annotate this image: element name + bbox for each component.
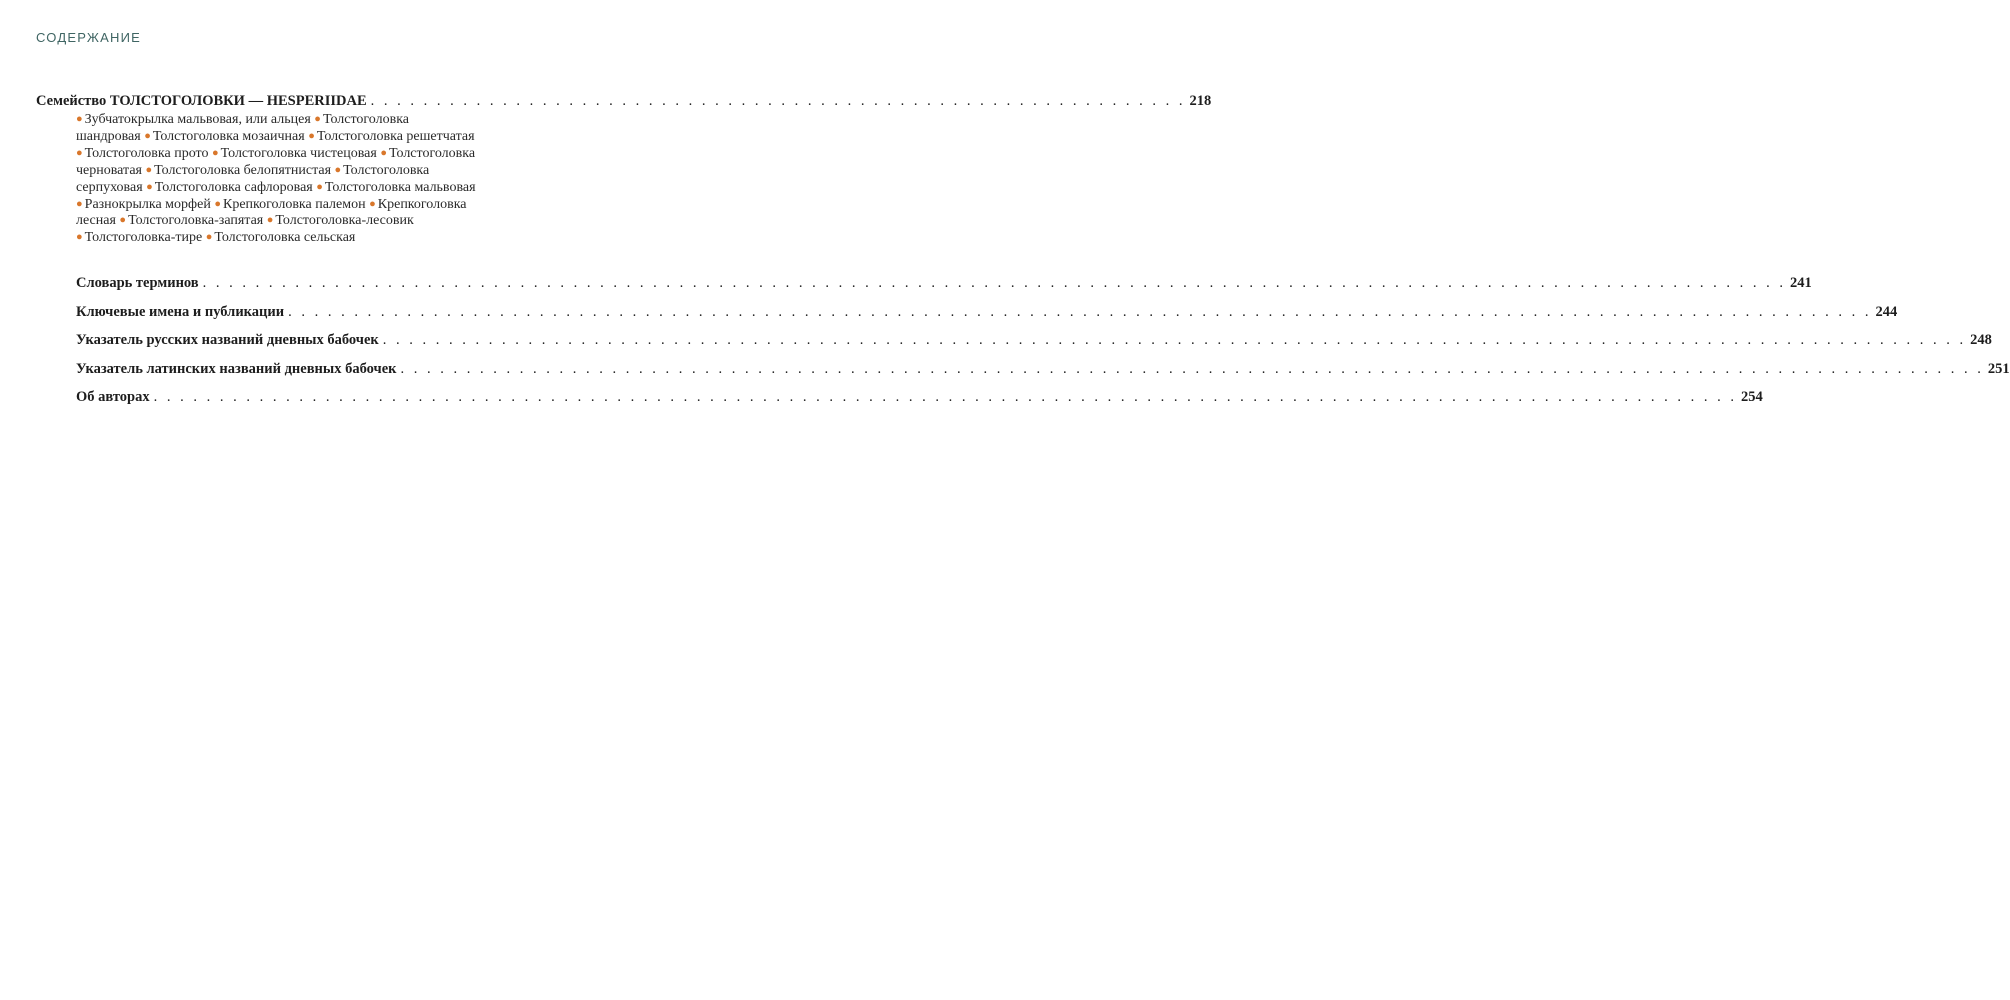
bullet-icon: ● xyxy=(316,180,323,193)
species-name[interactable]: Толстоголовка мальвовая xyxy=(324,179,476,195)
toc-page-number: 244 xyxy=(1875,303,1898,320)
species-name[interactable]: Толстоголовка сельская xyxy=(214,230,356,246)
species-name[interactable]: Толстоголовка-лесовик xyxy=(275,213,414,229)
toc-family-title: Семейство ТОЛСТОГОЛОВКИ — HESPERIIDAE xyxy=(36,93,367,109)
toc-entry-title: Указатель русских названий дневных бабочек xyxy=(76,332,379,348)
species-line xyxy=(76,112,516,129)
species-name[interactable]: Толстоголовка xyxy=(389,145,476,161)
species-list xyxy=(76,112,516,247)
toc-entries xyxy=(76,274,2010,417)
species-name[interactable]: Толстоголовка-запятая xyxy=(128,213,264,229)
species-line xyxy=(76,129,516,146)
bullet-icon: ● xyxy=(211,146,219,159)
running-header: СОДЕРЖАНИЕ xyxy=(36,30,142,45)
bullet-icon: ● xyxy=(119,214,127,227)
toc-entry-row[interactable] xyxy=(76,274,1812,292)
species-line xyxy=(76,213,516,230)
bullet-icon: ● xyxy=(144,129,151,142)
toc-page-number: 254 xyxy=(1741,389,1763,405)
toc-page-number: 241 xyxy=(1790,275,1812,291)
species-name[interactable]: Толстоголовка белопятнистая xyxy=(154,162,332,178)
species-line xyxy=(76,163,516,180)
bullet-icon: ● xyxy=(76,231,83,244)
species-name[interactable]: серпуховая xyxy=(76,179,143,195)
bullet-icon: ● xyxy=(76,197,83,210)
bullet-icon: ● xyxy=(205,231,213,244)
toc-entry-title: Об авторах xyxy=(76,389,150,405)
dot-leader: . . . . . . . . . . . . . . . . . . . . . . . . . . . . . . . . . . . . . . . . . . . . . . . . . . . . . . . . . . . . . . . . . . . . . . . . . . . . . . . . . . . . . . . . . . . . . . . . . . . . . . . . . . . . . . . . . . . . . . . . xyxy=(400,360,1984,377)
species-name[interactable]: черноватая xyxy=(76,162,142,178)
toc-entry-row[interactable] xyxy=(76,303,1898,321)
toc-entry-row[interactable] xyxy=(76,331,1992,349)
species-name[interactable]: Крепкоголовка xyxy=(377,196,467,212)
species-name[interactable]: Толстоголовка мозаичная xyxy=(152,128,305,144)
dot-leader: . . . . . . . . . . . . . . . . . . . . . . . . . . . . . . . . . . . . . . . . . . . . . . . . . . . . . . . . . . . . . . xyxy=(370,93,1186,109)
bullet-icon: ● xyxy=(145,163,153,176)
species-line xyxy=(76,146,516,163)
species-line xyxy=(76,197,516,214)
bullet-icon: ● xyxy=(334,163,342,176)
species-name[interactable]: Толстоголовка сафлоровая xyxy=(154,179,313,195)
dot-leader: . . . . . . . . . . . . . . . . . . . . . . . . . . . . . . . . . . . . . . . . . . . . . . . . . . . . . . . . . . . . . . . . . . . . . . . . . . . . . . . . . . . . . . . . . . . . . . . . . . . . . . . . . . . . . . . . . . . . . . . . xyxy=(153,389,1737,405)
species-name[interactable]: лесная xyxy=(76,213,116,229)
toc-entry-title: Словарь терминов xyxy=(76,275,199,291)
bullet-icon: ● xyxy=(266,214,274,227)
species-name[interactable]: Толстоголовка xyxy=(322,112,410,127)
toc-entry-title: Ключевые имена и публикации xyxy=(76,303,285,320)
species-name[interactable]: Зубчатокрылка мальвовая, или альцея xyxy=(84,112,311,127)
dot-leader: . . . . . . . . . . . . . . . . . . . . . . . . . . . . . . . . . . . . . . . . . . . . . . . . . . . . . . . . . . . . . . . . . . . . . . . . . . . . . . . . . . . . . . . . . . . . . . . . . . . . . . . . . . . . . . . . . . . . . . . . xyxy=(382,332,1967,348)
dot-leader: . . . . . . . . . . . . . . . . . . . . . . . . . . . . . . . . . . . . . . . . . . . . . . . . . . . . . . . . . . . . . . . . . . . . . . . . . . . . . . . . . . . . . . . . . . . . . . . . . . . . . . . . . . . . . . . . . . . . . . . . xyxy=(288,303,1872,320)
species-line xyxy=(76,180,516,197)
species-name[interactable]: Толстоголовка решетчатая xyxy=(316,128,475,144)
bullet-icon: ● xyxy=(214,197,221,210)
bullet-icon: ● xyxy=(314,113,321,125)
bullet-icon: ● xyxy=(76,113,83,125)
species-name[interactable]: Разнокрылка морфей xyxy=(84,196,211,212)
toc-page-number: 248 xyxy=(1970,332,1992,348)
bullet-icon: ● xyxy=(308,129,315,142)
bullet-icon: ● xyxy=(380,146,387,159)
species-name[interactable]: Толстоголовка чистецовая xyxy=(220,145,377,161)
species-name[interactable]: Толстоголовка xyxy=(343,162,430,178)
toc-entry-title: Указатель латинских названий дневных бабочек xyxy=(76,360,397,377)
species-name[interactable]: Толстоголовка-тире xyxy=(84,230,203,246)
species-name[interactable]: Крепкоголовка палемон xyxy=(222,196,366,212)
dot-leader: . . . . . . . . . . . . . . . . . . . . . . . . . . . . . . . . . . . . . . . . . . . . . . . . . . . . . . . . . . . . . . . . . . . . . . . . . . . . . . . . . . . . . . . . . . . . . . . . . . . . . . . . . . . . . . . . . . . . . . . . xyxy=(202,275,1787,291)
species-name[interactable]: Толстоголовка прото xyxy=(84,145,209,161)
toc-page-number: 251 xyxy=(1987,360,2010,377)
toc-entry-row[interactable] xyxy=(76,388,1763,406)
species-name[interactable]: шандровая xyxy=(76,128,141,144)
toc-family-row[interactable] xyxy=(36,92,1212,110)
bullet-icon: ● xyxy=(369,197,376,210)
bullet-icon: ● xyxy=(146,180,153,193)
toc-entry-row[interactable] xyxy=(76,360,2010,378)
species-line xyxy=(76,230,516,247)
toc-family-section xyxy=(36,92,1212,247)
toc-page-number: 218 xyxy=(1189,93,1212,109)
bullet-icon: ● xyxy=(76,146,83,159)
